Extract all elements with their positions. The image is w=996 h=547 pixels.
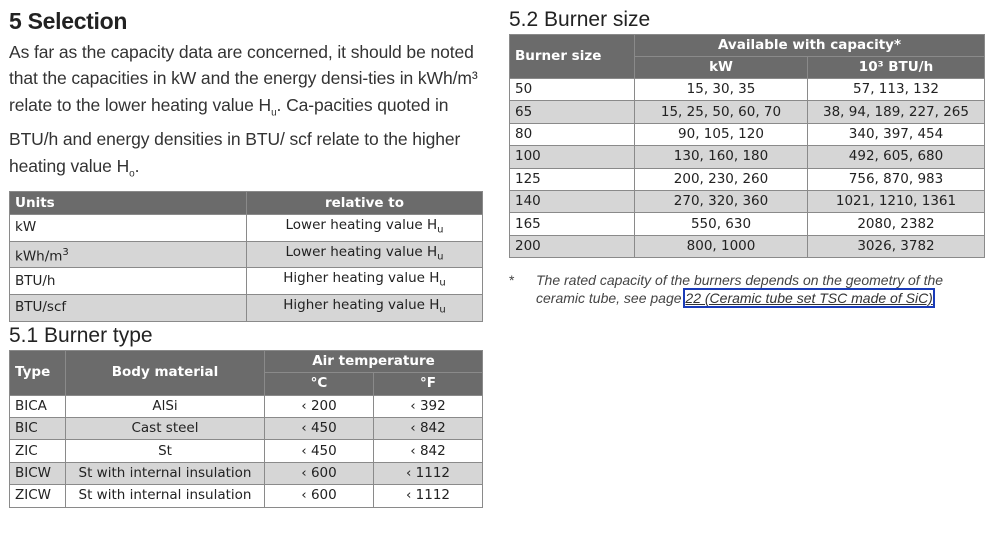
btu-cell: 756, 870, 983 [808,168,985,190]
size-cell: 140 [510,190,635,212]
table-row [10,462,483,484]
table-row [510,235,985,257]
material-cell: St [66,440,265,462]
burner-size-table [509,34,985,258]
btu-cell: 38, 94, 189, 227, 265 [808,101,985,123]
celsius-header: °C [265,373,374,396]
fahrenheit-cell: ‹ 392 [374,395,483,417]
table-row [510,79,985,101]
burner-type-table [9,350,483,508]
type-cell: BICA [10,395,66,417]
relative-cell: Higher heating value $H_u$ [247,294,483,321]
size-cell: 65 [510,101,635,123]
body-material-header: Body material [66,350,265,395]
fahrenheit-cell: ‹ 1112 [374,462,483,484]
footnote-star: * [509,272,515,289]
table-row [10,395,483,417]
celsius-cell: ‹ 200 [265,395,374,417]
burner-type-title: 5.1 Burner type [9,323,153,347]
table-row [510,168,985,190]
ceramic-tube-link[interactable]: 22 (Ceramic tube set TSC made of SiC) [685,290,933,307]
unit-cell: kW [10,214,247,241]
kw-cell: 130, 160, 180 [635,146,808,168]
type-cell: ZICW [10,485,66,507]
table-row [510,101,985,123]
celsius-cell: ‹ 450 [265,418,374,440]
celsius-cell: ‹ 600 [265,485,374,507]
celsius-cell: ‹ 600 [265,462,374,484]
kw-cell: 550, 630 [635,213,808,235]
btu-cell: 57, 113, 132 [808,79,985,101]
unit-cell: BTU/scf [10,294,247,321]
type-cell: ZIC [10,440,66,462]
type-cell: BICW [10,462,66,484]
selection-title: 5 Selection [9,8,128,34]
footnote-end: . [932,290,937,307]
size-cell: 165 [510,213,635,235]
right-column [509,6,985,307]
btu-header: 10³ BTU/h [808,57,985,79]
btu-cell: 2080, 2382 [808,213,985,235]
kw-header: kW [635,57,808,79]
relative-cell: Lower heating value $H_u$ [247,214,483,241]
fahrenheit-header: °F [374,373,483,396]
kw-cell: 270, 320, 360 [635,190,808,212]
table-row [510,190,985,212]
relative-cell: Higher heating value $H_u$ [247,268,483,295]
table-row [510,213,985,235]
selection-intro: As far as the capacity data are concerned, it should be noted that the capacities in kW and the energy densi-ties in kWh/m³ relate to the lower heating value $H_u$. Ca-pacities quoted in BTU/h and energy densities in BTU/ scf relate to the higher heating value $H_o$. [9,42,478,180]
table-row [510,146,985,168]
burner-size-header: Burner size [510,35,635,79]
kw-cell: 90, 105, 120 [635,123,808,145]
celsius-cell: ‹ 450 [265,440,374,462]
fahrenheit-cell: ‹ 842 [374,440,483,462]
size-cell: 200 [510,235,635,257]
material-cell: St with internal insulation [66,462,265,484]
table-row [10,268,483,295]
kw-cell: 200, 230, 260 [635,168,808,190]
units-header: Units [10,192,247,214]
type-header: Type [10,350,66,395]
kw-cell: 15, 30, 35 [635,79,808,101]
btu-cell: 492, 605, 680 [808,146,985,168]
table-row [10,294,483,321]
table-row [510,123,985,145]
kw-cell: 800, 1000 [635,235,808,257]
type-cell: BIC [10,418,66,440]
air-temperature-header: Air temperature [265,350,483,373]
relative-cell: Lower heating value $H_u$ [247,241,483,268]
unit-cell: BTU/h [10,268,247,295]
table-row [10,485,483,507]
unit-cell: kWh/$m^3$ [10,241,247,268]
size-cell: 80 [510,123,635,145]
fahrenheit-cell: ‹ 842 [374,418,483,440]
material-cell: Cast steel [66,418,265,440]
capacity-header: Available with capacity* [635,35,985,57]
size-cell: 100 [510,146,635,168]
kw-cell: 15, 25, 50, 60, 70 [635,101,808,123]
units-table [9,191,483,321]
size-cell: 125 [510,168,635,190]
relative-to-header: relative to [247,192,483,214]
table-row [10,440,483,462]
size-cell: 50 [510,79,635,101]
table-row [10,214,483,241]
burner-size-title: 5.2 Burner size [509,8,651,31]
material-cell: AlSi [66,395,265,417]
btu-cell: 1021, 1210, 1361 [808,190,985,212]
left-column [9,6,483,508]
material-cell: St with internal insulation [66,485,265,507]
btu-cell: 340, 397, 454 [808,123,985,145]
btu-cell: 3026, 3782 [808,235,985,257]
fahrenheit-cell: ‹ 1112 [374,485,483,507]
table-row [10,241,483,268]
table-row [10,418,483,440]
capacity-footnote [509,271,985,307]
footnote-text: The rated capacity of the burners depends on the geometry of the ceramic tube, see page [536,272,944,307]
